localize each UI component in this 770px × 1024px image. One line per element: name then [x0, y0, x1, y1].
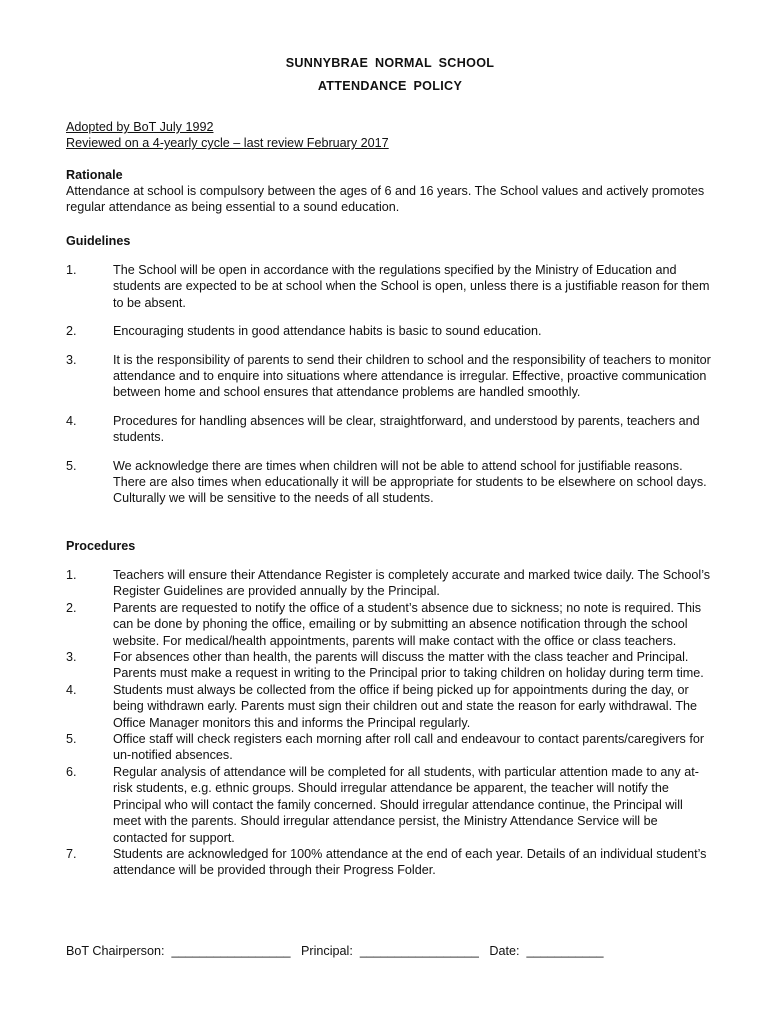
procedure-item: [66, 846, 714, 879]
guideline-text: Encouraging students in good attendance habits is basic to sound education.: [113, 324, 542, 339]
procedure-number: 6.: [66, 764, 77, 779]
guideline-item: [66, 352, 714, 401]
rationale-text: Attendance at school is compulsory between the ages of 6 and 16 years. The School values and actively promotes regular attendance as being essential to a sound education.: [66, 184, 705, 215]
guidelines-list: [66, 262, 714, 519]
guideline-number: 1.: [66, 263, 77, 277]
procedure-item: [66, 649, 714, 682]
procedure-item: [66, 731, 714, 764]
rationale-heading: Rationale: [66, 168, 123, 182]
procedure-text: Teachers will ensure their Attendance Register is completely accurate and marked twice daily. The School’s Register Guidelines are provided annually by the Principal.: [113, 568, 711, 599]
guideline-number: 5.: [66, 458, 77, 473]
school-name-title: SUNNYBRAE NORMAL SCHOOL: [285, 56, 495, 70]
signature-line: BoT Chairperson: _________________ Principal: _________________ Date: ___________: [66, 944, 604, 958]
procedure-number: 5.: [66, 732, 77, 747]
guideline-text: We acknowledge there are times when children will not be able to attend school for justifiable reasons. There are also times when educationally it will be appropriate for students to be elsewhere on school days. Culturally we will be sensitive to the needs of all students.: [113, 458, 707, 506]
guidelines-heading: Guidelines: [66, 234, 131, 248]
guideline-text: It is the responsibility of parents to send their children to school and the responsibility of teachers to monitor attendance and to enquire into situations where attendance is irregular. Effective, proactive communication between home and school ensures that attendance problems are handled smoothly.: [113, 352, 711, 400]
procedure-text: Students must always be collected from the office if being picked up for appointments during the day, or being withdrawn early. Parents must sign their children out and state the reason for early withdrawal. The Office Manager monitors this and informs the Principal regularly.: [113, 682, 698, 730]
procedure-number: 1.: [66, 568, 77, 582]
adopted-note: Adopted by BoT July 1992: [66, 120, 214, 134]
guideline-text: Procedures for handling absences will be clear, straightforward, and understood by parents, teachers and students.: [113, 413, 700, 445]
procedure-number: 4.: [66, 682, 77, 697]
guideline-item: [66, 323, 714, 339]
review-note: Reviewed on a 4-yearly cycle – last review February 2017: [66, 136, 389, 150]
procedure-text: For absences other than health, the parents will discuss the matter with the class teacher and Principal. Parents must make a request in writing to the Principal prior to taking children on holiday during term time.: [113, 650, 704, 681]
procedure-item: [66, 600, 714, 649]
procedure-text: Students are acknowledged for 100% attendance at the end of each year. Details of an individual student’s attendance will be provided through their Progress Folder.: [113, 846, 707, 878]
procedure-item: [66, 567, 714, 600]
policy-title: ATTENDANCE POLICY: [317, 79, 463, 93]
procedure-number: 2.: [66, 600, 77, 615]
guideline-item: [66, 458, 714, 507]
procedure-item: [66, 682, 714, 731]
guideline-item: [66, 413, 714, 446]
procedure-text: Office staff will check registers each morning after roll call and endeavour to contact parents/caregivers for un-notified absences.: [113, 732, 705, 763]
procedure-text: Regular analysis of attendance will be completed for all students, with particular attention made to any at-risk students, e.g. ethnic groups. Should irregular attendance be apparent, the teacher will notify the Principal who will contact the family concerned. Should irregular attendance continue, the Principal will meet with the parents. Should irregular attendance persist, the Ministry Attendance Service will be contacted for support.: [113, 764, 699, 845]
guideline-text: The School will be open in accordance with the regulations specified by the Ministry of Education and students are expected to be at school when the School is open, unless there is a justifiable reason for them to be absent.: [113, 263, 710, 310]
procedure-number: 3.: [66, 650, 77, 665]
procedure-text: Parents are requested to notify the office of a student’s absence due to sickness; no note is required. This can be done by phoning the office, emailing or by submitting an absence notification through the school website. For medical/health appointments, parents will make contact with the office or class teachers.: [113, 600, 702, 648]
procedure-item: [66, 764, 714, 846]
procedure-number: 7.: [66, 846, 77, 861]
procedures-heading: Procedures: [66, 539, 136, 553]
document-page: [66, 0, 714, 1024]
guideline-number: 2.: [66, 324, 77, 339]
guideline-item: [66, 262, 714, 311]
procedures-list: [66, 567, 714, 879]
guideline-number: 4.: [66, 413, 77, 428]
guideline-number: 3.: [66, 352, 77, 367]
